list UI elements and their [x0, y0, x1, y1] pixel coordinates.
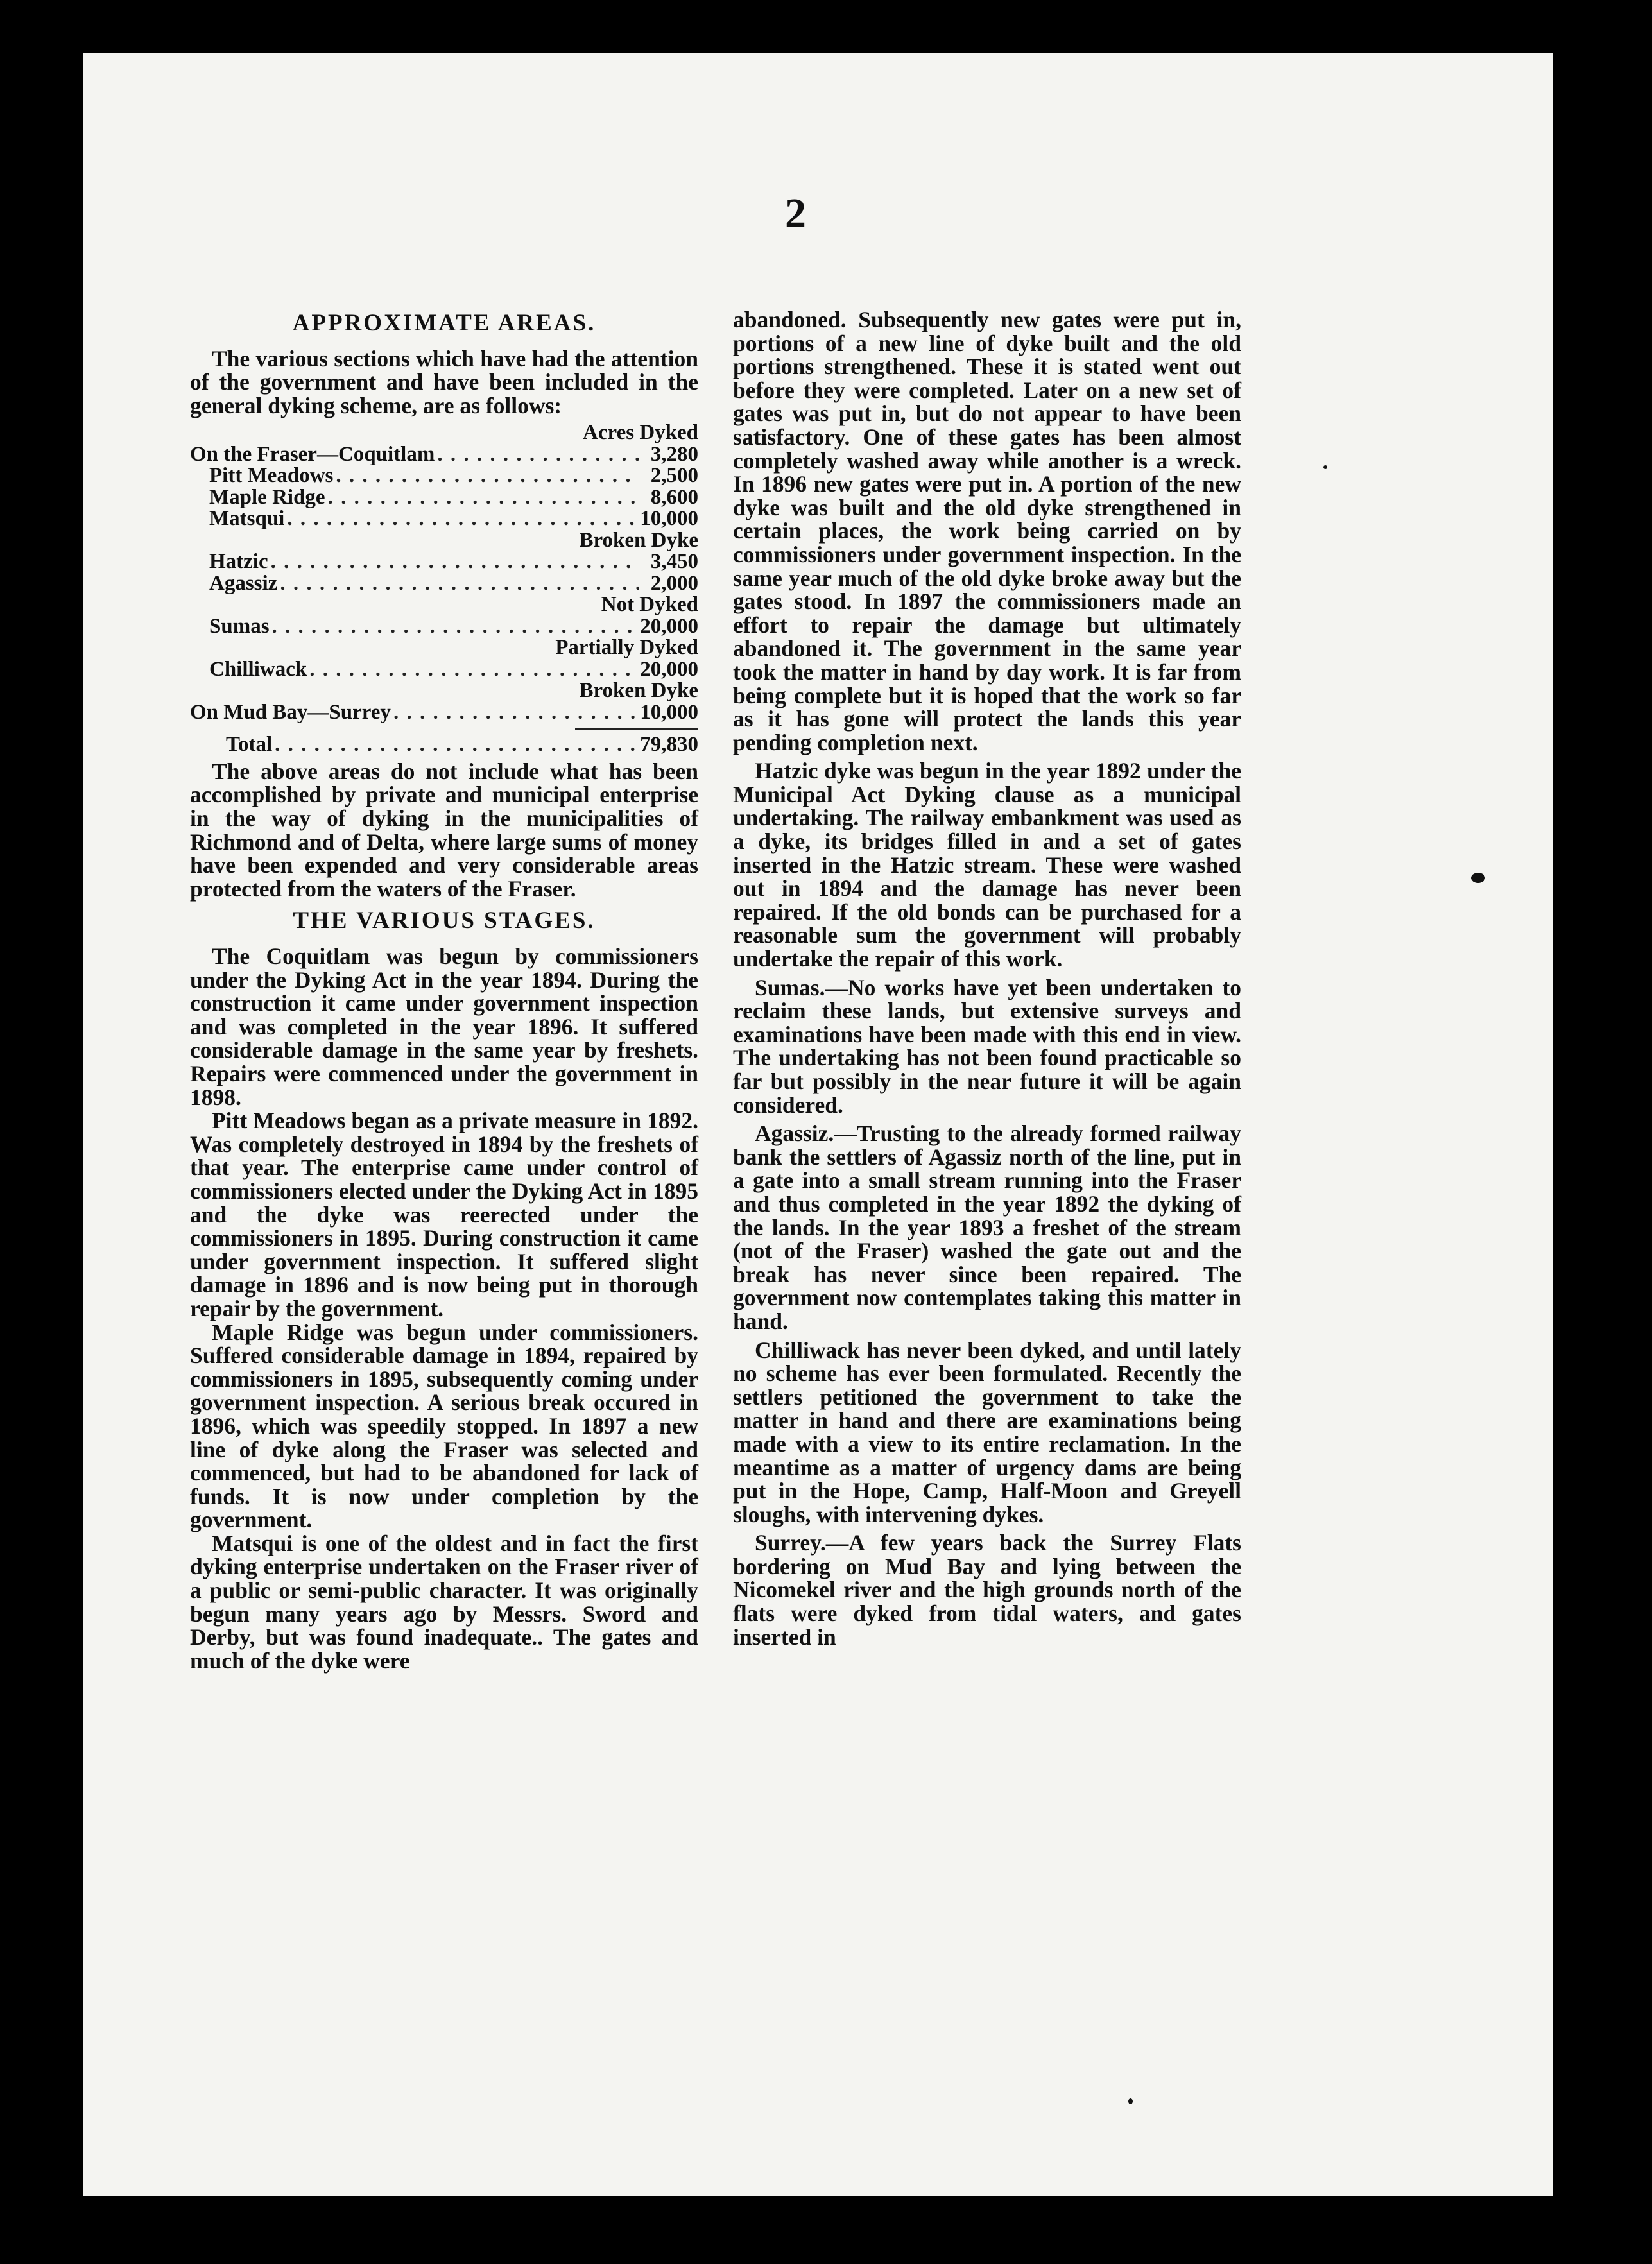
table-row: Sumas . . . 20,000 [190, 616, 698, 638]
subheading-partially-dyked: Partially Dyked [555, 636, 698, 660]
table-row: Matsqui . . . 10,000 [190, 508, 698, 530]
subheading-broken-dyke: Broken Dyke [579, 679, 698, 703]
scan-speck [1323, 465, 1327, 469]
table-row-total: Total . . . 79,830 [190, 734, 698, 756]
total-rule [575, 728, 698, 730]
table-row: Hatzic . . . 3,450 [190, 551, 698, 573]
paragraph-pitt-meadows: Pitt Meadows began as a private measure in 1892. Was completely destroyed in 1894 by the freshets of that year. The enterprise came under control of commissioners elected under the Dyking Act in 1895 and the dyke was reerected under the commissioners in 1895. During construction it came under government inspection. It suffered slight damage in 1896 and is now being put in thorough repair by the government. [190, 1108, 698, 1321]
paragraph-maple-ridge: Maple Ridge was begun under commissioners. Suffered considerable damage in 1894, repaired by commissioners in 1895, subsequently coming under government inspection. A serious break occured in 1896, which was speedily stopped. In 1897 a new line of dyke along the Fraser was selected and commenced, but had to be abandoned for lack of funds. It is now under completion by the government. [190, 1319, 698, 1533]
paragraph-matsqui-continued: abandoned. Subsequently new gates were put in, portions of a new line of dyke built and the old portions strengthened. These it is stated went out before they were completed. Later on a new set of gates was put in, but do not appear to have been satisfactory. One of these gates has been almost completely washed away while another is a wreck. In 1896 new gates were put in. A portion of the new dyke was built and the old dyke strengthened in certain places, the work being carried on by commissioners under government inspection. In the same year much of the old dyke broke away but the gates stood. In 1897 the commissioners made an effort to repair the damage but ultimately abandoned it. The government in the same year took the matter in hand by day work. It is far from being complete but it is hoped that the work so far as it has gone will protect the lands this year pending completion next. [733, 307, 1241, 755]
areas-note: The above areas do not include what has been accomplished by private and municipal enterprise in the way of dyking in the municipalities of Richmond and of Delta, where large sums of money have been expended and very considerable areas protected from the waters of the Fraser. [190, 758, 698, 902]
paragraph-hatzic: Hatzic dyke was begun in the year 1892 under the Municipal Act Dyking clause as a municipal undertaking. The railway embankment was used as a dyke, its bridges filled in and a set of gates inserted in the Hatzic stream. These were washed out in 1894 and the damage has never been repaired. If the old bonds can be purchased for a reasonable sum the government will probably undertake the repair of this work. [733, 758, 1241, 972]
page-number: 2 [785, 190, 807, 237]
scan-speck [1471, 873, 1485, 883]
table-row: On Mud Bay—Surrey . . . 10,000 [190, 702, 698, 724]
subheading-not-dyked: Not Dyked [601, 593, 698, 617]
table-header-acres-dyked: Acres Dyked [583, 421, 698, 445]
table-row: On the Fraser—Coquitlam . . . 3,280 [190, 444, 698, 466]
paragraph-agassiz: Agassiz.—Trusting to the already formed railway bank the settlers of Agassiz north of the line, put in a gate into a small stream running into the Fraser and thus completed in the year 1892 the dyking of the lands. In the year 1893 a freshet of the stream (not of the Fraser) washed the gate out and the break has never since been repaired. The government now contemplates taking this matter in hand. [733, 1120, 1241, 1334]
heading-various-stages: THE VARIOUS STAGES. [293, 907, 596, 934]
paragraph-surrey: Surrey.—A few years back the Surrey Flats bordering on Mud Bay and lying between the Nicomekel river and the high grounds north of the flats were dyked from tidal waters, and gates inserted in [733, 1530, 1241, 1650]
table-row: Pitt Meadows . . . 2,500 [190, 465, 698, 487]
acreage-table [190, 422, 698, 756]
heading-approximate-areas: APPROXIMATE AREAS. [292, 310, 596, 336]
table-row: Maple Ridge . . . 8,600 [190, 487, 698, 509]
subheading-broken-dyke: Broken Dyke [579, 528, 698, 552]
right-column [733, 308, 1241, 1649]
left-column [190, 308, 698, 1672]
table-row: Chilliwack . . . 20,000 [190, 659, 698, 681]
areas-intro: The various sections which have had the attention of the government and have been included in the general dyking scheme, are as follows: [190, 345, 698, 418]
paragraph-sumas: Sumas.—No works have yet been undertaken to reclaim these lands, but extensive surveys and examinations have been made with this end in view. The undertaking has not been found practicable so far but possibly in the near future it will be again considered. [733, 974, 1241, 1118]
paragraph-chilliwack: Chilliwack has never been dyked, and until lately no scheme has ever been formulated. Recently the settlers petitioned the government to take the matter in hand and there are examinations being made with a view to its entire reclamation. In the meantime as a matter of urgency dams are being put in the Hope, Camp, Half-Moon and Greyell sloughs, with intervening dykes. [733, 1337, 1241, 1527]
paragraph-coquitlam: The Coquitlam was begun by commissioners under the Dyking Act in the year 1894. During the construction it came under government inspection and was completed in the year 1896. It suffered considerable damage in the same year by freshets. Repairs were commenced under the government in 1898. [190, 943, 698, 1110]
scan-speck [1128, 2098, 1133, 2104]
table-row: Agassiz . . . 2,000 [190, 573, 698, 595]
paragraph-matsqui: Matsqui is one of the oldest and in fact the first dyking enterprise undertaken on the Fraser river of a public or semi-public character. It was originally begun many years ago by Messrs. Sword and Derby, but was found inadequate.. The gates and much of the dyke were [190, 1530, 698, 1674]
